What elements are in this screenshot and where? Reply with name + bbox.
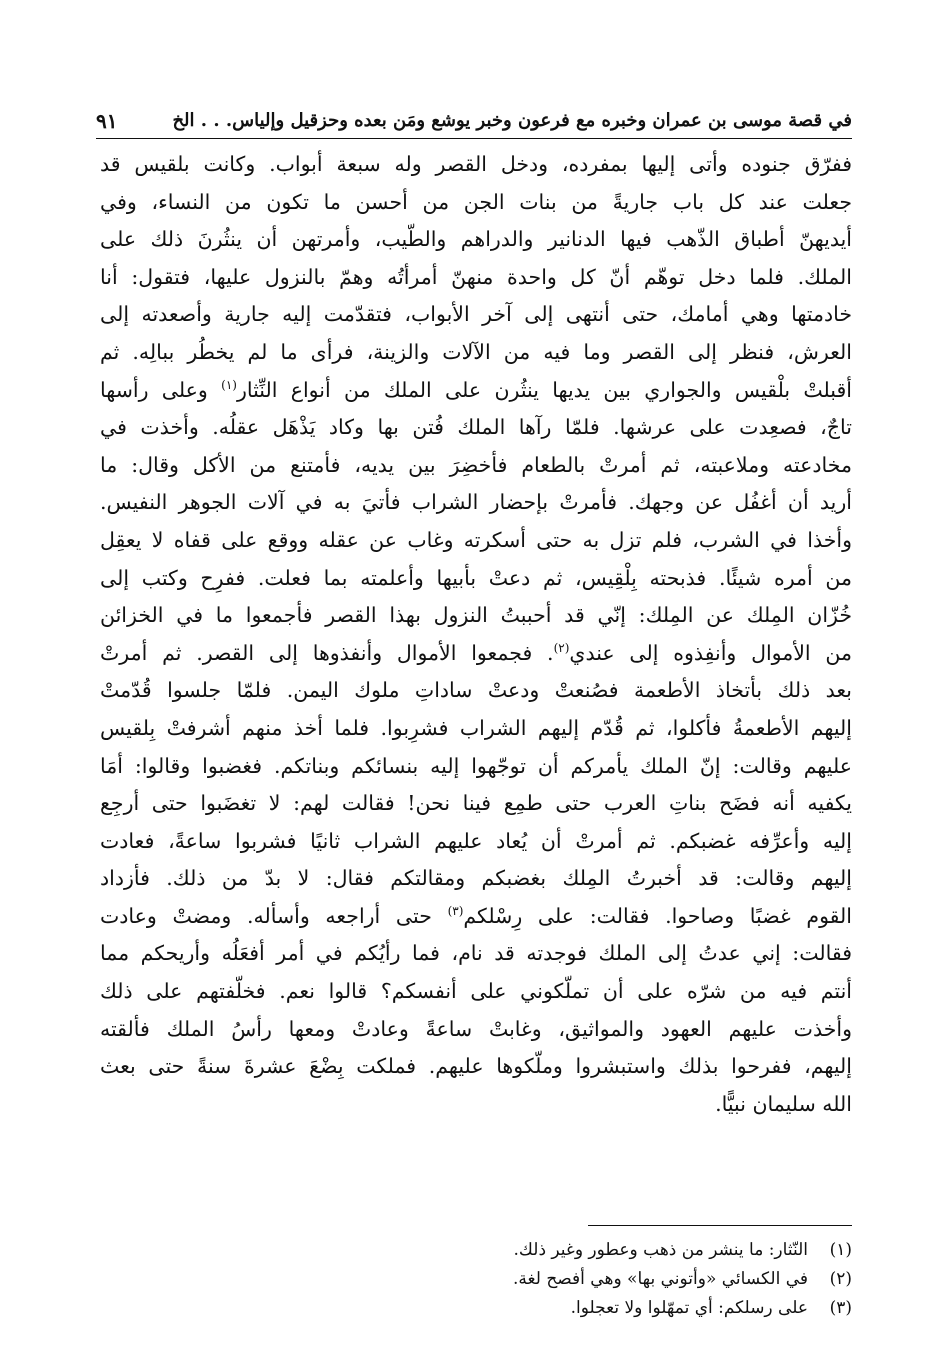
footnote-separator [588,1225,852,1226]
text-line: إليهم الأطعمةُ فأكلوا، ثم قُدّم إليهم الشراب فشرِبوا. فلما أخذ منهم أشرفتْ بِلقيس [100,715,852,740]
text-line: الله سليمان نبيًّا. [715,1091,852,1116]
text-line: خادمتها وهي أمامك، حتى أنتهى إلى آخر الأبواب، فتقدّمت إليه جارية وأصعدته إلى [100,302,852,327]
footnote-ref-1[interactable]: (١) [221,377,237,392]
text-segment: أقبلتْ بلْقيس والجواري بين يديها ينثُرن على الملك من أنواع النِّثار [236,377,852,402]
text-line: فقالت: إني عدتُ إلى الملك فوجدته قد نام، فما رأيُكم في أمر أفعَلُه وأريحكم مما [100,941,852,966]
footnote-text: في الكسائي «وأتوني بها» وهي أفصح لغة. [513,1269,808,1289]
text-line: يكفيه أنه فضَح بناتِ العرب حتى طمِع فينا نحن! فقالت لهم: لا تغضَبوا حتى أرجِع [100,791,852,816]
footnotes [100,1236,852,1323]
footnote [100,1265,852,1294]
footnote-ref-3[interactable]: (٣) [447,904,464,919]
chapter-title: في قصة موسى بن عمران وخبره مع فرعون وخبر يوشع ومَن بعده وحزقيل وإلياس. . . الخ [172,110,852,131]
running-header [96,104,852,139]
text-segment: حتى أراجعه وأسأله. ومضتْ وعادت [100,903,432,928]
text-line-with-footnote [100,372,852,410]
footnote-text: على رسلكم: أي تمهّلوا ولا تعجلوا. [570,1298,808,1318]
text-line: إليه وأعرِّفه غضبكم. ثم أمرتْ أن يُعاد عليهم الشراب ثانيًا فشربوا ساعةً، فعادت [100,828,852,853]
text-line: إليهم وقالت: قد أخبرتُ المِلك بغضبكم ومقالتكم فقال: لا بدّ من ذلك. فأزداد [100,866,852,891]
footnote-number: (١) [829,1240,852,1260]
text-line: العرش، فنظر إلى القصر وما فيه من الآلات والزينة، فرأى ما لم يخطُر ببالِه. ثم [100,339,852,364]
text-line: وأخذت عليهم العهود والمواثيق، وغابتْ ساعةً وعادتْ ومعها رأسُ الملك فألقته [100,1016,852,1041]
text-line: جعلت عند كل باب جاريةً من بنات الجن من أحسن ما تكون من النساء، وفي [100,189,852,214]
text-segment: من الأموال وأنفِذوه إلى عندي [569,640,852,665]
text-line: أيديهنّ أطباق الذّهب فيها الدنانير والدراهم والطّيب، وأمرتهن أن ينثُرنَ ذلك على [100,227,852,252]
footnote [100,1236,852,1265]
text-line: من أمره شيئًا. فذبحته بِلْقِيس، ثم دعتْ بأبيها وأعلمته بما فعلت. ففرِح وكتب إلى [100,565,852,590]
page-number: ٩١ [96,109,118,133]
text-line: وأخذا في الشرب، فلم تزل به حتى أسكرته وغاب عن عقله ووقع على قفاه لا يعقِل [100,527,852,552]
text-line: إليهم، ففرحوا بذلك واستبشروا وملّكوها عليهم. فملكت بِضْعَ عشرةَ سنةً حتى بعث [100,1054,852,1079]
text-line: خُزّان المِلك عن المِلك: إنّي قد أحببتُ النزول بهذا القصر فأجمعوا ما في الخزائن [100,603,852,628]
footnote-number: (٢) [829,1269,852,1289]
text-line: الملك. فلما دخل توهّم أنّ كل واحدة منهنّ أمرأتُه وهمّ بالنزول عليها، فتقول: أنا [100,264,852,289]
footnote-text: النّثار: ما ينشر من ذهب وعطور وغير ذلك. [513,1240,808,1260]
text-line: ففرّق جنوده وأتى إليها بمفرده، ودخل القصر وله سبعة أبواب. وكانت بلقيس قد [100,152,852,176]
text-line: أنتم فيه من شرّه على أن تملّكوني على أنفسكم؟ قالوا نعم. فخلّفتهم على ذلك [100,979,852,1004]
text-line: بعد ذلك بأتخاذ الأطعمة فصُنعتْ ودعتْ ساداتِ ملوك اليمن. فلمّا جلسوا قُدّمتْ [100,678,852,703]
text-line: عليهم وقالت: إنّ الملك يأمركم أن توجّهوا إليه بنسائكم وبناتكم. فغضبوا وقالوا: أمَا [100,753,852,778]
body-text [100,146,852,1123]
footnote-number: (٣) [829,1298,852,1318]
text-segment: . فجمعوا الأموال وأنفذوها إلى القصر. ثم أمرتْ [100,640,554,665]
text-line: مخادعته وملاعبته، ثم أمرتْ بالطعام فأخضِرَ بين يديه، فأمتنع من الأكل وقال: ما [100,452,852,477]
text-line: تاجٌ، فصعِدت على عرشها. فلمّا رآها الملك فُتن بها وكاد يَذْهَل عقلُه. وأخذت في [100,415,852,440]
text-line-with-footnote [100,898,852,936]
text-line: أريد أن أغفُل عن وجهك. فأمرتْ بإحضار الشراب فأتيَ به في آلات الجوهر النفيس. [100,490,852,515]
text-segment: وعلى رأسها [100,377,208,402]
text-line-with-footnote [100,635,852,673]
footnote [100,1294,852,1323]
footnote-ref-2[interactable]: (٢) [553,640,570,655]
text-segment: القوم غضبًا وصاحوا. فقالت: على رِسْلكم [463,903,852,928]
